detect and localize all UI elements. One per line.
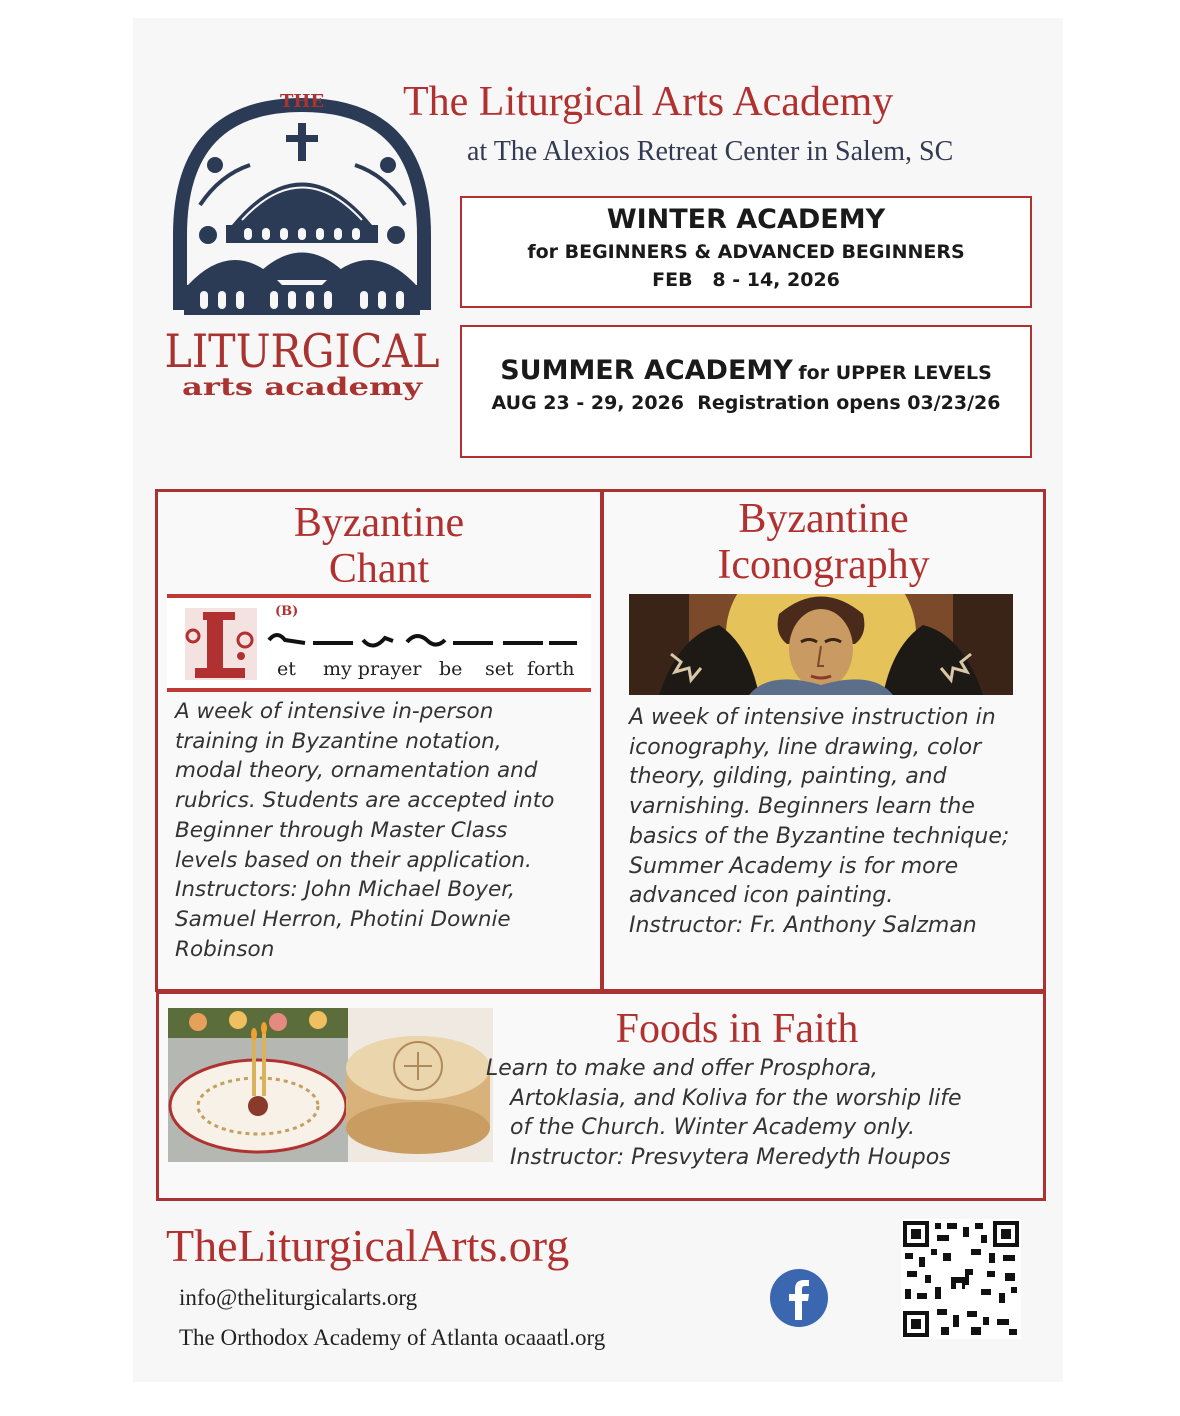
- winter-dates: FEB 8 - 14, 2026: [652, 269, 840, 291]
- winter-academy-box: [460, 196, 1032, 308]
- icono-desc-line: basics of the Byzantine technique;: [629, 823, 1010, 849]
- icono-desc-line: A week of intensive instruction in: [629, 705, 996, 730]
- mode-marker: (B): [275, 604, 299, 619]
- icon-painting-image: [629, 594, 1013, 695]
- chant-word: forth: [527, 658, 575, 680]
- chant-desc-line: Robinson: [175, 936, 275, 962]
- chant-desc-line: Samuel Herron, Photini Downie: [175, 906, 511, 932]
- winter-heading: WINTER ACADEMY: [606, 204, 886, 235]
- org-line: The Orthodox Academy of Atlanta ocaaatl.org: [179, 1325, 606, 1350]
- academy-logo: [160, 85, 445, 405]
- chant-desc-line: rubrics. Students are accepted into: [175, 788, 555, 814]
- chant-section: [155, 489, 603, 992]
- summer-academy-box: [460, 325, 1032, 458]
- chant-score: [167, 594, 591, 692]
- qr-code-icon[interactable]: [901, 1219, 1021, 1339]
- chant-desc-line: A week of intensive in-person: [175, 699, 494, 724]
- chant-word: set: [485, 658, 514, 680]
- chant-desc-line: Beginner through Master Class: [175, 817, 508, 843]
- logo-main-word: LITURGICAL: [164, 324, 440, 378]
- foods-desc-line: Instructor: Presvytera Meredyth Houpos: [510, 1145, 951, 1171]
- summer-dates: AUG 23 - 29, 2026: [491, 392, 685, 414]
- foods-title: Foods in Faith: [615, 1006, 859, 1052]
- chant-desc-line: modal theory, ornamentation and: [175, 758, 538, 784]
- icono-desc-line: Summer Academy is for more: [629, 853, 959, 879]
- icono-desc-line: advanced icon painting.: [629, 883, 894, 909]
- icono-desc-line: Instructor: Fr. Anthony Salzman: [629, 912, 977, 938]
- icono-desc-line: iconography, line drawing, color: [629, 734, 982, 760]
- summer-heading: SUMMER ACADEMY: [500, 355, 793, 386]
- chant-word: my prayer: [323, 658, 422, 680]
- facebook-icon[interactable]: [769, 1268, 829, 1328]
- email-link[interactable]: info@theliturgicalarts.org: [179, 1285, 418, 1310]
- icono-desc-line: theory, gilding, painting, and: [629, 764, 947, 790]
- winter-audience: for BEGINNERS & ADVANCED BEGINNERS: [527, 241, 965, 263]
- icono-desc-line: varnishing. Beginners learn the: [629, 794, 975, 820]
- iconography-description: [629, 703, 1009, 941]
- icono-title-line2: Iconography: [717, 542, 930, 588]
- logo-top-word: THE: [279, 91, 325, 112]
- page-subtitle: at The Alexios Retreat Center in Salem, SC: [467, 136, 954, 167]
- chant-word: be: [439, 658, 463, 680]
- foods-desc-line: Artoklasia, and Koliva for the worship life: [510, 1085, 962, 1111]
- website-link[interactable]: TheLiturgicalArts.org: [166, 1220, 570, 1271]
- icono-title-line1: Byzantine: [738, 496, 909, 542]
- summer-audience: for UPPER LEVELS: [798, 362, 992, 384]
- iconography-section: [601, 489, 1046, 992]
- chant-title-line2: Chant: [328, 546, 430, 592]
- chant-desc-line: levels based on their application.: [175, 847, 532, 873]
- chant-description: [175, 697, 554, 964]
- foods-description: [486, 1054, 962, 1173]
- chant-desc-line: Instructors: John Michael Boyer,: [175, 877, 515, 903]
- foods-desc-line: Learn to make and offer Prosphora,: [486, 1056, 878, 1081]
- chant-word: et: [277, 658, 296, 680]
- neume-notation: [267, 626, 579, 656]
- page-title: The Liturgical Arts Academy: [403, 79, 894, 125]
- foods-section: [156, 991, 1046, 1201]
- chant-title-line1: Byzantine: [293, 500, 465, 546]
- logo-bottom-word: arts academy: [182, 372, 424, 401]
- illuminated-letter-icon: [183, 606, 259, 684]
- prosphora-photo: [168, 1008, 493, 1162]
- summer-registration: Registration opens 03/23/26: [697, 392, 1001, 414]
- chant-desc-line: training in Byzantine notation,: [175, 728, 502, 754]
- foods-desc-line: of the Church. Winter Academy only.: [510, 1115, 916, 1141]
